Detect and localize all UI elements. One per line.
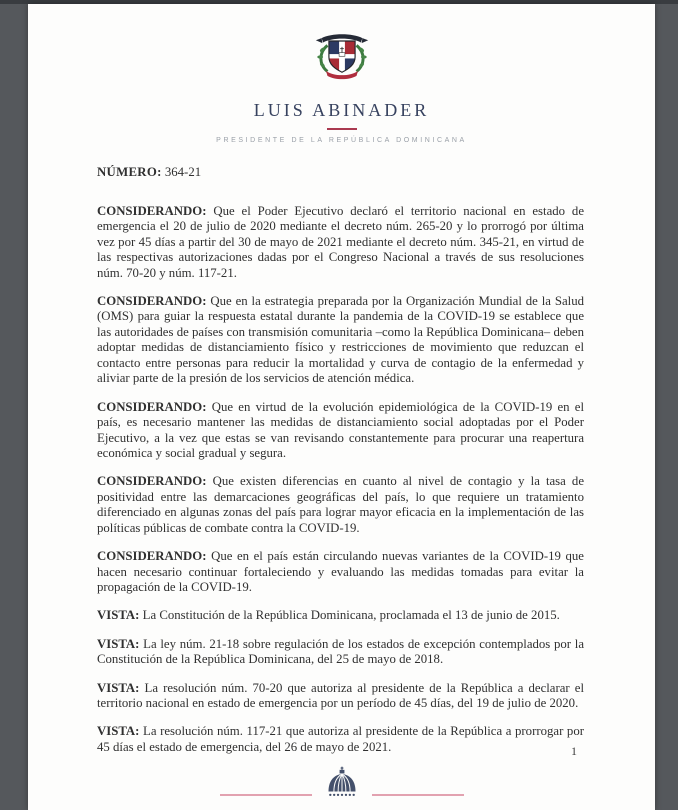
decree-paragraph — [97, 294, 584, 387]
paragraph-label: CONSIDERANDO: — [97, 293, 207, 308]
decree-paragraph — [97, 204, 584, 282]
president-name: LUIS ABINADER — [253, 100, 430, 120]
decree-number — [97, 165, 584, 181]
decree-paragraph — [97, 681, 584, 712]
paragraph-text: Que existen diferencias en cuanto al nivel de contagio y la tasa de positividad entre las demarcaciones geográficas del país, lo que requiere un tratamiento diferenciado en algunas zonas del país para lograr mayor eficacia en la implementación de las políticas públicas de combate contra la COVID-19. — [97, 474, 585, 535]
paragraph-text: Que en el país están circulando nuevas variantes de la COVID-19 que hacen necesario continuar fortaleciendo y evaluando las medidas tomadas para evitar la propagación de la COVID-19. — [97, 549, 584, 595]
paragraph-text: Que el Poder Ejecutivo declaró el territorio nacional en estado de emergencia el 20 de julio de 2020 mediante el decreto núm. 265-20 y lo prorrogó por última vez por 45 días a partir del 30 de mayo de 2021 mediante el decreto núm. 345-21, en virtud de las respectivas autorizaciones dadas por el Congreso Nacional a través de sus resoluciones núm. 70-20 y núm. 117-21. — [97, 203, 585, 280]
president-title: PRESIDENTE DE LA REPÚBLICA DOMINICANA — [216, 137, 467, 144]
paragraph-label: CONSIDERANDO: — [97, 203, 207, 218]
paragraph-text: La resolución núm. 70-20 que autoriza al presidente de la República a declarar el territorio nacional en estado de emergencia por un período de 45 días, del 19 de julio de 2020. — [97, 680, 585, 711]
paragraph-label: VISTA: — [97, 636, 140, 651]
paragraph-text: La resolución núm. 117-21 que autoriza al presidente de la República a prorrogar por 45 días el estado de emergencia, del 26 de mayo de 2021. — [97, 724, 584, 754]
footer-ornament — [28, 766, 655, 803]
page-number: 1 — [571, 744, 577, 758]
dome-icon — [324, 766, 360, 803]
coat-of-arms-icon — [310, 29, 374, 90]
paragraph-label: CONSIDERANDO: — [97, 399, 207, 414]
decree-paragraph — [97, 637, 584, 668]
decree-paragraph — [97, 400, 584, 462]
paragraph-label: VISTA: — [97, 680, 140, 695]
paragraph-text: Que en la estrategia preparada por la Organización Mundial de la Salud (OMS) para guiar la respuesta estatal durante la pandemia de la COVID-19 se establece que las autoridades de países con transmisión comunitaria –como la República Dominicana– deben adoptar medidas de distanciamiento físico y restricciones de movimiento que reduzcan el contacto entre personas para reducir la mortalidad y curva de contagio de la enfermedad y aliviar parte de la presión de los servicios de atención médica. — [97, 293, 585, 386]
decree-paragraph — [97, 549, 584, 596]
paragraph-text: Que en virtud de la evolución epidemiológica de la COVID-19 en el país, es necesario mantener las medidas de distanciamiento social adoptadas por el Poder Ejecutivo, a la vez que estas se van revisando constantemente para procurar una reapertura económica y social gradual y segura. — [97, 399, 585, 461]
decree-paragraph — [97, 608, 584, 624]
document-page — [28, 4, 655, 810]
decree-number-label: NÚMERO: — [97, 165, 162, 179]
footer-line-left — [220, 794, 312, 796]
paragraph-label: VISTA: — [97, 724, 140, 739]
letterhead — [28, 4, 655, 144]
paragraph-text: La ley núm. 21-18 sobre regulación de los estados de excepción contemplados por la Constitución de la República Dominicana, del 25 de mayo de 2018. — [97, 636, 584, 667]
red-divider — [327, 128, 357, 130]
paragraph-label: CONSIDERANDO: — [97, 549, 207, 564]
footer-line-right — [372, 794, 464, 796]
decree-number-value: 364-21 — [164, 165, 202, 179]
paragraph-label: CONSIDERANDO: — [97, 474, 207, 489]
paragraph-label: VISTA: — [97, 608, 140, 623]
decree-paragraph — [97, 724, 584, 755]
paragraph-text: La Constitución de la República Dominicana, proclamada el 13 de junio de 2015. — [142, 608, 560, 623]
decree-body — [28, 144, 655, 755]
decree-paragraph — [97, 474, 584, 536]
